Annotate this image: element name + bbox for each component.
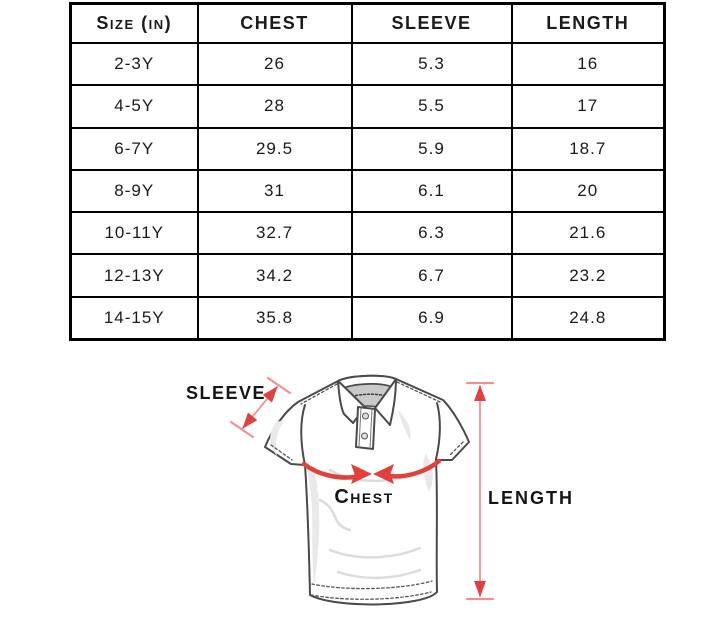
cell-length: 17: [512, 85, 665, 127]
cell-sleeve: 6.1: [352, 170, 512, 212]
cell-size: 10-11Y: [71, 212, 198, 254]
table-row: [71, 128, 665, 170]
cell-sleeve: 6.7: [352, 254, 512, 296]
header-row: [71, 4, 665, 44]
cell-length: 20: [512, 170, 665, 212]
chest-measure-label: Chest: [334, 486, 394, 508]
shirt-measurement-diagram: [0, 350, 726, 620]
table-row: [71, 212, 665, 254]
cell-chest: 34.2: [198, 254, 352, 296]
cell-chest: 28: [198, 85, 352, 127]
length-measure-label: LENGTH: [488, 488, 574, 508]
cell-sleeve: 6.9: [352, 297, 512, 340]
cell-length: 24.8: [512, 297, 665, 340]
cell-chest: 32.7: [198, 212, 352, 254]
cell-size: 14-15Y: [71, 297, 198, 340]
table-row: [71, 85, 665, 127]
cell-sleeve: 5.5: [352, 85, 512, 127]
cell-sleeve: 6.3: [352, 212, 512, 254]
cell-length: 21.6: [512, 212, 665, 254]
cell-chest: 35.8: [198, 297, 352, 340]
cell-chest: 31: [198, 170, 352, 212]
cell-size: 6-7Y: [71, 128, 198, 170]
table-row: [71, 254, 665, 296]
table-row: [71, 170, 665, 212]
cell-sleeve: 5.3: [352, 43, 512, 85]
column-header-size: Size (in): [71, 4, 198, 44]
column-header-length: LENGTH: [512, 4, 665, 44]
table-row: [71, 43, 665, 85]
cell-length: 16: [512, 43, 665, 85]
cell-chest: 29.5: [198, 128, 352, 170]
cell-length: 18.7: [512, 128, 665, 170]
cell-size: 2-3Y: [71, 43, 198, 85]
cell-length: 23.2: [512, 254, 665, 296]
cell-chest: 26: [198, 43, 352, 85]
size-chart-table: [69, 2, 666, 341]
column-header-chest: CHEST: [198, 4, 352, 44]
cell-size: 12-13Y: [71, 254, 198, 296]
cell-sleeve: 5.9: [352, 128, 512, 170]
table-row: [71, 297, 665, 340]
cell-size: 4-5Y: [71, 85, 198, 127]
cell-size: 8-9Y: [71, 170, 198, 212]
column-header-sleeve: SLEEVE: [352, 4, 512, 44]
sleeve-measure-label: SLEEVE: [185, 383, 267, 403]
